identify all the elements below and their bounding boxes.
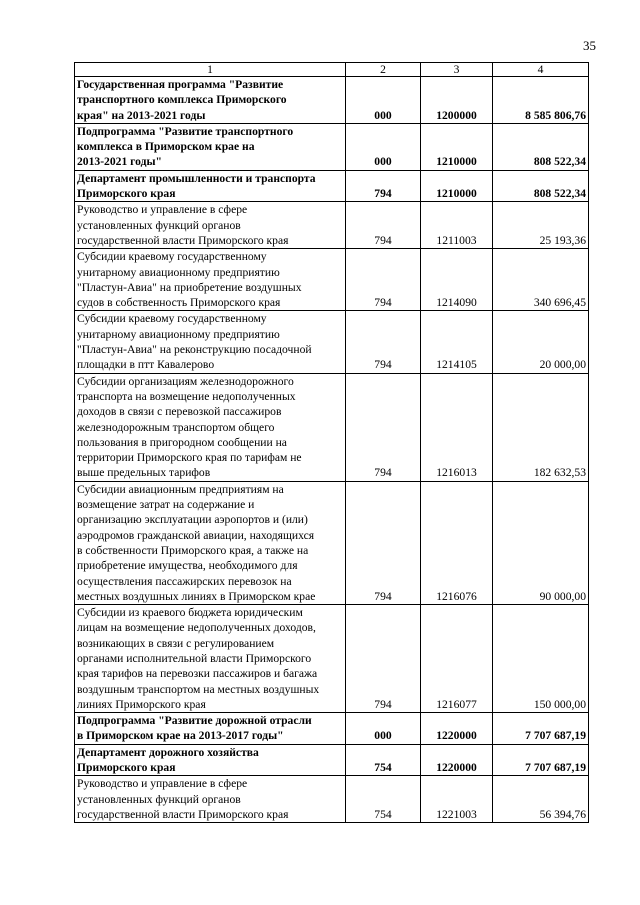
row-name-line: площадки в птт Кавалерово (77, 358, 215, 372)
row-name (75, 744, 346, 776)
row-amount: 56 394,76 (493, 776, 589, 823)
row-name-line: унитарному авиационному предприятию (77, 265, 280, 279)
row-name-line: пользования в пригородном сообщении на (77, 435, 287, 449)
row-name-line: транспорта на возмещение недополученных (77, 389, 296, 403)
row-amount: 25 193,36 (493, 202, 589, 249)
row-ministry-code: 000 (346, 77, 421, 124)
row-name-line: Субсидии краевому государственному (77, 250, 267, 264)
row-name (75, 373, 346, 481)
row-name-line: унитарному авиационному предприятию (77, 327, 280, 341)
budget-table (74, 62, 589, 823)
header-col-2: 2 (346, 63, 421, 77)
table-row (75, 202, 589, 249)
row-name-line: в Приморском крае на 2013-2017 годы" (77, 729, 284, 743)
row-target-code: 1216077 (421, 605, 493, 713)
row-name-line: приобретение имущества, необходимого для (77, 559, 298, 573)
table-row (75, 77, 589, 124)
row-name-line: Субсидии организациям железнодорожного (77, 374, 294, 388)
header-col-4: 4 (493, 63, 589, 77)
row-target-code: 1214090 (421, 249, 493, 311)
row-ministry-code: 794 (346, 605, 421, 713)
row-name-line: местных воздушных линиях в Приморском крае (77, 589, 316, 603)
table-row (75, 249, 589, 311)
row-ministry-code: 754 (346, 776, 421, 823)
row-name-line: в собственности Приморского края, а также на (77, 543, 309, 557)
row-name (75, 605, 346, 713)
table-body (75, 77, 589, 823)
row-name-line: возникающих в связи с регулированием (77, 636, 275, 650)
table-row (75, 481, 589, 604)
row-amount: 808 522,34 (493, 170, 589, 202)
row-name-line: линиях Приморского края (77, 697, 206, 711)
row-ministry-code: 000 (346, 123, 421, 170)
row-name-line: Руководство и управление в сфере (77, 203, 248, 217)
row-amount: 7 707 687,19 (493, 713, 589, 745)
row-name-line: государственной власти Приморского края (77, 233, 289, 247)
row-amount: 8 585 806,76 (493, 77, 589, 124)
table-row (75, 776, 589, 823)
row-name-line: Департамент дорожного хозяйства (77, 745, 259, 759)
row-ministry-code: 794 (346, 311, 421, 373)
row-name (75, 249, 346, 311)
table-row (75, 744, 589, 776)
row-name-line: Государственная программа "Развитие (77, 78, 284, 91)
row-ministry-code: 794 (346, 481, 421, 604)
row-name-line: края тарифов на перевозки пассажиров и багажа (77, 667, 318, 681)
row-target-code: 1214105 (421, 311, 493, 373)
row-name-line: аэродромов гражданской авиации, находящихся (77, 528, 315, 542)
row-target-code: 1220000 (421, 713, 493, 745)
row-name-line: Субсидии из краевого бюджета юридическим (77, 606, 303, 620)
row-name (75, 311, 346, 373)
row-target-code: 1200000 (421, 77, 493, 124)
row-target-code: 1216013 (421, 373, 493, 481)
row-name-line: доходов в связи с перевозкой пассажиров (77, 405, 282, 419)
row-name-line: Подпрограмма "Развитие транспортного (77, 124, 294, 138)
row-amount: 150 000,00 (493, 605, 589, 713)
row-ministry-code: 794 (346, 373, 421, 481)
row-name-line: Субсидии краевому государственному (77, 312, 267, 326)
table-row (75, 123, 589, 170)
table-row (75, 373, 589, 481)
row-name-line: Подпрограмма "Развитие дорожной отрасли (77, 714, 312, 728)
row-name-line: судов в собственность Приморского края (77, 296, 281, 310)
row-ministry-code: 000 (346, 713, 421, 745)
page-number: 35 (583, 38, 596, 53)
row-ministry-code: 794 (346, 170, 421, 202)
row-name-line: лицам на возмещение недополученных доходов, (77, 621, 316, 635)
row-name (75, 77, 346, 124)
table-row (75, 170, 589, 202)
row-name-line: осуществления пассажирских перевозок на (77, 574, 292, 588)
row-name-line: выше предельных тарифов (77, 466, 211, 480)
table-row (75, 713, 589, 745)
header-col-1: 1 (75, 63, 346, 77)
row-name-line: Приморского края (77, 187, 176, 201)
row-name-line: комплекса в Приморском крае на (77, 140, 255, 154)
row-target-code: 1211003 (421, 202, 493, 249)
row-amount: 182 632,53 (493, 373, 589, 481)
row-amount: 20 000,00 (493, 311, 589, 373)
row-amount: 90 000,00 (493, 481, 589, 604)
row-name-line: Департамент промышленности и транспорта (77, 171, 316, 185)
row-name-line: установленных функций органов (77, 792, 241, 806)
row-name (75, 170, 346, 202)
table-row (75, 605, 589, 713)
row-name-line: края" на 2013-2021 годы (77, 108, 206, 122)
table-header-row (75, 63, 589, 77)
row-name-line: установленных функций органов (77, 218, 241, 232)
row-target-code: 1220000 (421, 744, 493, 776)
row-amount: 808 522,34 (493, 123, 589, 170)
row-name-line: Субсидии авиационным предприятиям на (77, 482, 284, 496)
row-name (75, 713, 346, 745)
row-name-line: организацию эксплуатации аэропортов и (или) (77, 513, 308, 527)
row-name-line: "Пластун-Авиа" на реконструкцию посадочной (77, 343, 312, 357)
row-target-code: 1216076 (421, 481, 493, 604)
row-name-line: возмещение затрат на содержание и (77, 498, 255, 512)
row-name (75, 123, 346, 170)
row-target-code: 1210000 (421, 170, 493, 202)
row-ministry-code: 794 (346, 202, 421, 249)
row-name (75, 481, 346, 604)
row-name-line: Приморского края (77, 761, 176, 775)
row-ministry-code: 754 (346, 744, 421, 776)
row-name-line: территории Приморского края по тарифам не (77, 451, 302, 465)
row-amount: 340 696,45 (493, 249, 589, 311)
row-name-line: железнодорожным транспортом общего (77, 420, 275, 434)
row-target-code: 1210000 (421, 123, 493, 170)
row-name-line: органами исполнительной власти Приморского (77, 651, 312, 665)
row-amount: 7 707 687,19 (493, 744, 589, 776)
row-name-line: "Пластун-Авиа" на приобретение воздушных (77, 280, 302, 294)
row-name-line: 2013-2021 годы" (77, 155, 162, 169)
header-col-3: 3 (421, 63, 493, 77)
row-name-line: государственной власти Приморского края (77, 807, 289, 821)
table-row (75, 311, 589, 373)
row-name-line: Руководство и управление в сфере (77, 777, 248, 791)
row-name (75, 776, 346, 823)
row-ministry-code: 794 (346, 249, 421, 311)
row-name-line: воздушным транспортом на местных воздушных (77, 682, 320, 696)
row-target-code: 1221003 (421, 776, 493, 823)
row-name (75, 202, 346, 249)
row-name-line: транспортного комплекса Приморского (77, 93, 287, 107)
